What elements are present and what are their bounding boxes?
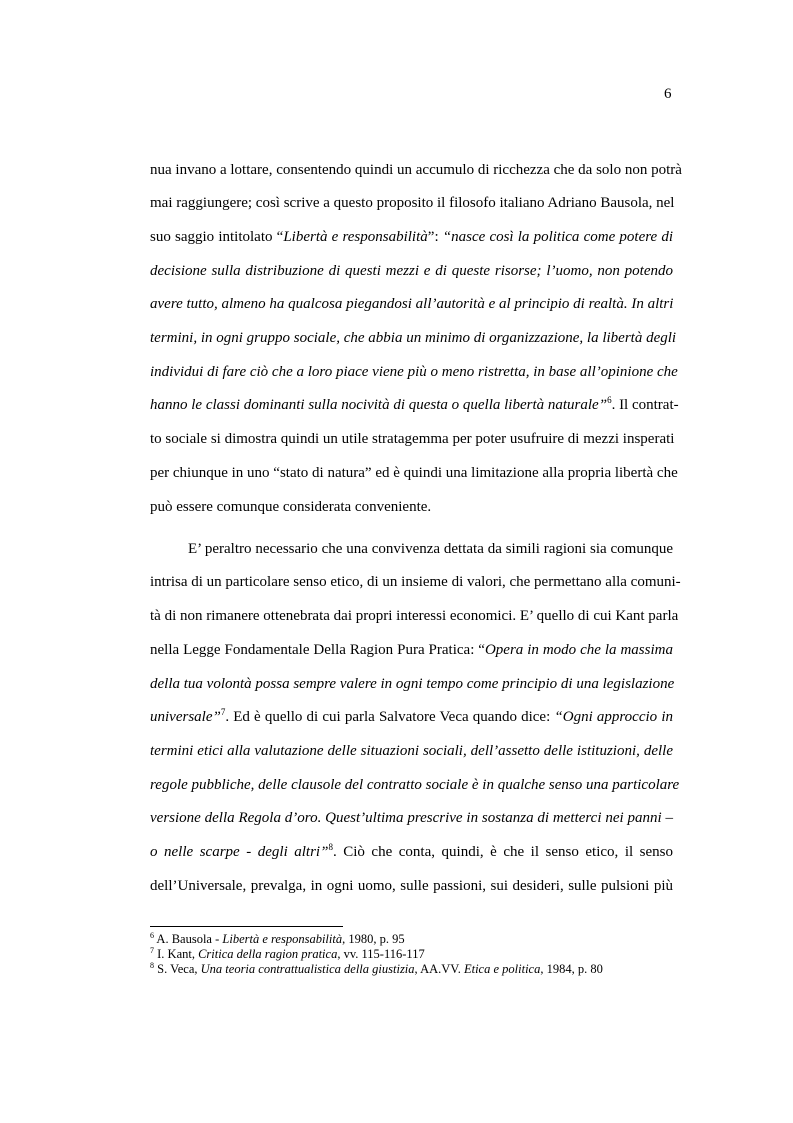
footnote <box>150 962 670 977</box>
italic-text: hanno le classi dominanti sulla nocività di questa o quella libertà naturale” <box>150 397 608 413</box>
text-line <box>150 193 673 213</box>
text-run: , 1984, p. 80 <box>540 962 603 976</box>
text-run: mai raggiungere; così scrive a questo proposito il filosofo italiano Adriano Bausola, nel <box>150 195 675 211</box>
text-run: , 1980, p. 95 <box>342 932 405 946</box>
italic-text: Una teoria contrattualistica della giustizia <box>200 962 415 976</box>
text-line <box>150 842 673 862</box>
italic-text: Libertà e responsabilità <box>283 229 428 245</box>
italic-text: universale” <box>150 709 221 725</box>
text-line <box>150 497 673 517</box>
italic-text: Opera in modo che la massima <box>484 642 673 658</box>
italic-text: regole pubbliche, delle clausole del contratto sociale è in qualche senso una particolare <box>150 777 680 793</box>
text-run: E’ peraltro necessario che una convivenza dettata da simili ragioni sia comunque <box>188 541 673 557</box>
text-line <box>150 707 673 727</box>
text-run: nella Legge Fondamentale Della Ragion Pura Pratica: “ <box>150 642 485 658</box>
text-line <box>150 294 673 314</box>
footnote-ref: 8 <box>328 842 333 852</box>
text-line <box>150 328 677 348</box>
italic-text: “nasce così la politica come potere di <box>442 229 674 245</box>
footnote-ref: 6 <box>607 395 612 405</box>
footnote-separator <box>150 926 343 927</box>
text-run: dell’Universale, prevalga, in ogni uomo, sulle passioni, sui desideri, sulle pulsioni più <box>150 878 673 894</box>
italic-text: o nelle scarpe - degli altri” <box>150 844 329 860</box>
italic-text: “Ogni approccio in <box>554 709 673 725</box>
text-run: S. Veca, <box>154 962 201 976</box>
text-line <box>150 674 673 694</box>
italic-text: Critica della ragion pratica <box>198 947 338 961</box>
italic-text: versione della Regola d’oro. Quest’ultima prescrive in sostanza di metterci nei panni – <box>150 810 673 826</box>
text-run: , vv. 115-116-117 <box>337 947 425 961</box>
text-run: può essere comunque considerata conveniente. <box>150 499 432 515</box>
italic-text: decisione sulla distribuzione di questi mezzi e di queste risorse; l’uomo, non potendo <box>150 263 673 279</box>
text-run: intrisa di un particolare senso etico, di un insieme di valori, che permettano alla comuni- <box>150 574 681 590</box>
italic-text: Libertà e responsabilità <box>222 932 343 946</box>
page-number: 6 <box>664 86 672 102</box>
text-line <box>150 463 678 483</box>
text-line <box>150 261 673 281</box>
footnote-ref: 8 <box>150 960 154 970</box>
text-line <box>150 741 673 761</box>
footnote <box>150 932 670 947</box>
text-line <box>150 362 678 382</box>
text-run: , AA.VV. <box>414 962 464 976</box>
text-run: suo saggio intitolato “ <box>150 229 284 245</box>
text-line <box>150 429 673 449</box>
text-line <box>150 160 682 180</box>
text-run: per chiunque in uno “stato di natura” ed è quindi una limitazione alla propria libertà che <box>150 465 678 481</box>
text-line <box>150 876 673 896</box>
text-line <box>150 640 673 660</box>
text-run: to sociale si dimostra quindi un utile stratagemma per poter usufruire di mezzi insperati <box>150 431 675 447</box>
text-run: nua invano a lottare, consentendo quindi un accumulo di ricchezza che da solo non potrà <box>150 162 682 178</box>
text-line <box>150 227 673 247</box>
text-run: ”: <box>427 229 443 245</box>
text-run: I. Kant, <box>154 947 199 961</box>
text-run: . Ciò che conta, quindi, è che il senso etico, il senso <box>332 844 674 860</box>
text-line <box>150 395 679 415</box>
text-line <box>150 572 681 592</box>
text-line <box>150 775 680 795</box>
footnote-ref: 7 <box>150 945 154 955</box>
footnotes <box>150 932 670 977</box>
text-run: . Il contrat- <box>611 397 679 413</box>
italic-text: termini, in ogni gruppo sociale, che abbia un minimo di organizzazione, la libertà degli <box>150 330 677 346</box>
italic-text: avere tutto, almeno ha qualcosa piegandosi all’autorità e al principio di realtà. In altri <box>150 296 674 312</box>
text-run: A. Bausola - <box>154 932 223 946</box>
italic-text: Etica e politica <box>463 962 541 976</box>
italic-text: della tua volontà possa sempre valere in ogni tempo come principio di una legislazione <box>150 676 675 692</box>
italic-text: termini etici alla valutazione delle situazioni sociali, dell’assetto delle istituzioni, delle <box>150 743 673 759</box>
text-line <box>150 539 673 559</box>
footnote-ref: 6 <box>150 930 154 940</box>
text-line <box>150 808 673 828</box>
footnote <box>150 947 670 962</box>
italic-text: individui di fare ciò che a loro piace viene più o meno ristretta, in base all’opinione che <box>150 364 678 380</box>
text-line <box>150 606 679 626</box>
footnote-ref: 7 <box>220 707 226 717</box>
text-run: tà di non rimanere ottenebrata dai propri interessi economici. E’ quello di cui Kant parla <box>150 608 679 624</box>
text-run: . Ed è quello di cui parla Salvatore Veca quando dice: <box>225 709 555 725</box>
